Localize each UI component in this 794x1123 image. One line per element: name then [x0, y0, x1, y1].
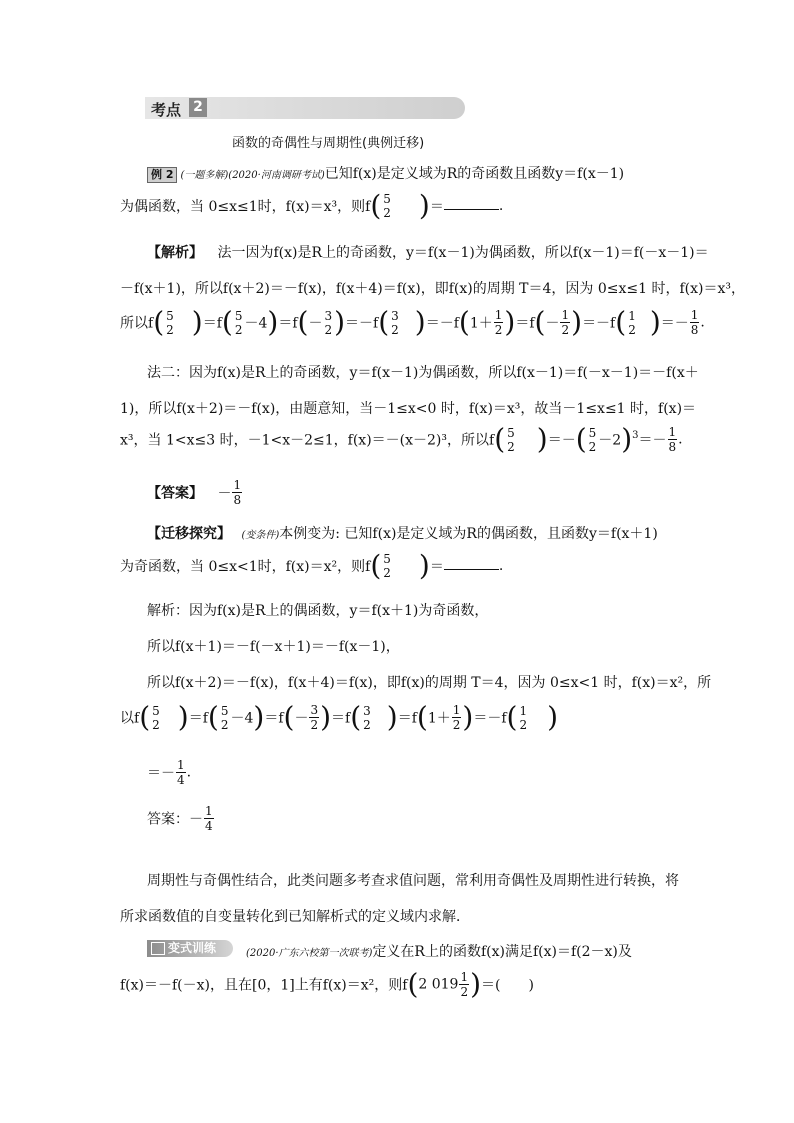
answer-row	[147, 478, 243, 507]
answer-label: 【答案】	[147, 485, 203, 502]
example-line-2: 为偶函数，当 0≤x≤1时，f(x)＝x³，则f( 5 2 )＝ .	[120, 189, 504, 222]
transfer-eq: ＝	[429, 559, 444, 575]
solution-m2-text-1: 法二：因为f(x)是R上的奇函数，y＝f(x－1)为偶函数，所以f(x－1)＝f(－x－1)＝－f(x＋	[147, 365, 699, 381]
solution-label: 【解析】	[147, 245, 203, 261]
example-eq: ＝	[429, 199, 444, 215]
transfer-sol-2: 所以f(x＋1)＝－f(－x＋1)＝－f(x－1)，	[147, 639, 400, 655]
solution-line-1	[147, 242, 709, 262]
solution-line-3: 所以f( 5 2 )＝f( 5 2 －4)＝f(－ 3 2 )＝－f( 3 2 )＝－f(1＋ $\frac{1}{2}$ )＝f(－ $\frac{1}{2}$ )＝－f( 1 2 )＝－ $\frac{1}{8}$ .	[120, 305, 705, 339]
transfer-sol-line-5: ＝－ $\frac{1}{4}$ .	[147, 758, 192, 787]
transfer-sol-1: 解析：因为f(x)是R上的偶函数，y＝f(x＋1)为奇函数，	[147, 603, 489, 619]
transfer-line-1	[147, 523, 658, 543]
solution-m1-prefix: 所以f	[120, 315, 154, 332]
example-tag: 例 2	[147, 167, 177, 183]
transfer-answer-label: 答案：	[147, 811, 189, 828]
transfer-answer-sign: －	[189, 811, 203, 828]
solution-m2-line-3: x³，当 1<x≤3 时，－1<x－2≤1，f(x)＝－(x－2)³，所以f( 5 2 )＝－( 5 2 －2)$^3$＝－ $\frac{1}{8}$ .	[120, 422, 683, 456]
practice-line-2: f(x)＝－f(－x)，且在[0，1]上有f(x)＝x²，则f(2 019 $\frac{1}{2}$ )＝( )	[120, 967, 534, 1001]
transfer-answer-numerator: 1	[205, 804, 213, 818]
summary-line-1: 周期性与奇偶性结合，此类问题多考查求值问题，常利用奇偶性及周期性进行转换，将	[147, 873, 679, 889]
practice-text-2: f(x)＝－f(－x)，且在[0，1]上有f(x)＝x²，则f	[120, 977, 408, 994]
practice-text-1: 定义在R上的函数f(x)满足f(x)＝f(2－x)及	[372, 944, 632, 960]
transfer-period: .	[498, 558, 504, 574]
practice-icon	[151, 942, 165, 955]
summary-line-2: 所求函数值的自变量转化到已知解析式的定义域内求解．	[120, 909, 470, 925]
solution-m1-text-1: 法一因为f(x)是R上的奇函数，y＝f(x－1)为偶函数，所以f(x－1)＝f(－x－1)＝	[217, 245, 709, 261]
answer-blank	[444, 208, 499, 210]
practice-mixed-whole: 2 019	[418, 976, 459, 993]
transfer-source: (变条件)	[241, 530, 280, 541]
section-header-bar	[145, 97, 465, 119]
example-source: (一题多解)	[180, 170, 229, 181]
practice-tag-text: 变式训练	[168, 941, 217, 955]
transfer-text-2: 为奇函数，当 0≤x<1时，f(x)＝x²，则f	[120, 559, 371, 575]
solution-m1-text-2: －f(x＋1)，所以f(x＋2)＝－f(x)，f(x＋4)＝f(x)，即f(x)的周期 T＝4，因为 0≤x≤1 时，f(x)＝x³，	[120, 281, 746, 297]
solution-m2-text-2: 1)，所以f(x＋2)＝－f(x)，由题意知，当－1≤x<0 时，f(x)＝x³，故当－1≤x≤1 时，f(x)＝	[120, 401, 697, 417]
example-period: .	[498, 198, 504, 214]
kaodian-number: 2	[189, 98, 207, 117]
kaodian-label: 考点	[151, 101, 182, 119]
transfer-line-2: 为奇函数，当 0≤x<1时，f(x)＝x²，则f( 5 2 )＝ .	[120, 549, 504, 582]
practice-source: (2020·广东六校第一次联考)	[246, 948, 373, 959]
transfer-answer-blank	[444, 568, 499, 570]
example-text-1: 已知f(x)是定义域为R的奇函数且函数y＝f(x－1)	[324, 166, 625, 182]
transfer-sol-4-prefix: 以f	[120, 710, 140, 727]
example-line-1	[147, 163, 624, 183]
transfer-sol-line-4: 以f( 5 2 )＝f( 5 2 －4)＝f(－ $\frac{3}{2}$ )＝f( 3 2 )＝f(1＋ $\frac{1}{2}$ )＝－f( 1 2 )	[120, 700, 559, 734]
answer-sign: －	[217, 485, 232, 502]
solution-m2-text-3: x³，当 1<x≤3 时，－1<x－2≤1，f(x)＝－(x－2)³，所以f	[120, 432, 495, 449]
example-text-2: 为偶函数，当 0≤x≤1时，f(x)＝x³，则f	[120, 199, 371, 215]
transfer-sol-3: 所以f(x＋2)＝－f(x)，f(x＋4)＝f(x)，即f(x)的周期 T＝4，因为 0≤x<1 时，f(x)＝x²，所	[147, 675, 712, 691]
section-title: 函数的奇偶性与周期性(典例迁移)	[232, 136, 425, 151]
example-year-source: (2020·河南调研考试)	[228, 170, 325, 181]
transfer-text-1: 本例变为: 已知f(x)是定义域为R的偶函数，且函数y＝f(x＋1)	[279, 526, 658, 542]
practice-line-1	[246, 941, 632, 961]
transfer-label: 【迁移探究】	[147, 526, 231, 542]
practice-text-end: ＝( )	[481, 977, 534, 994]
practice-tag	[147, 940, 233, 957]
answer-denominator: 8	[233, 493, 242, 507]
answer-numerator: 1	[233, 478, 242, 492]
transfer-answer-row	[147, 804, 215, 833]
transfer-answer-denominator: 4	[205, 819, 213, 833]
